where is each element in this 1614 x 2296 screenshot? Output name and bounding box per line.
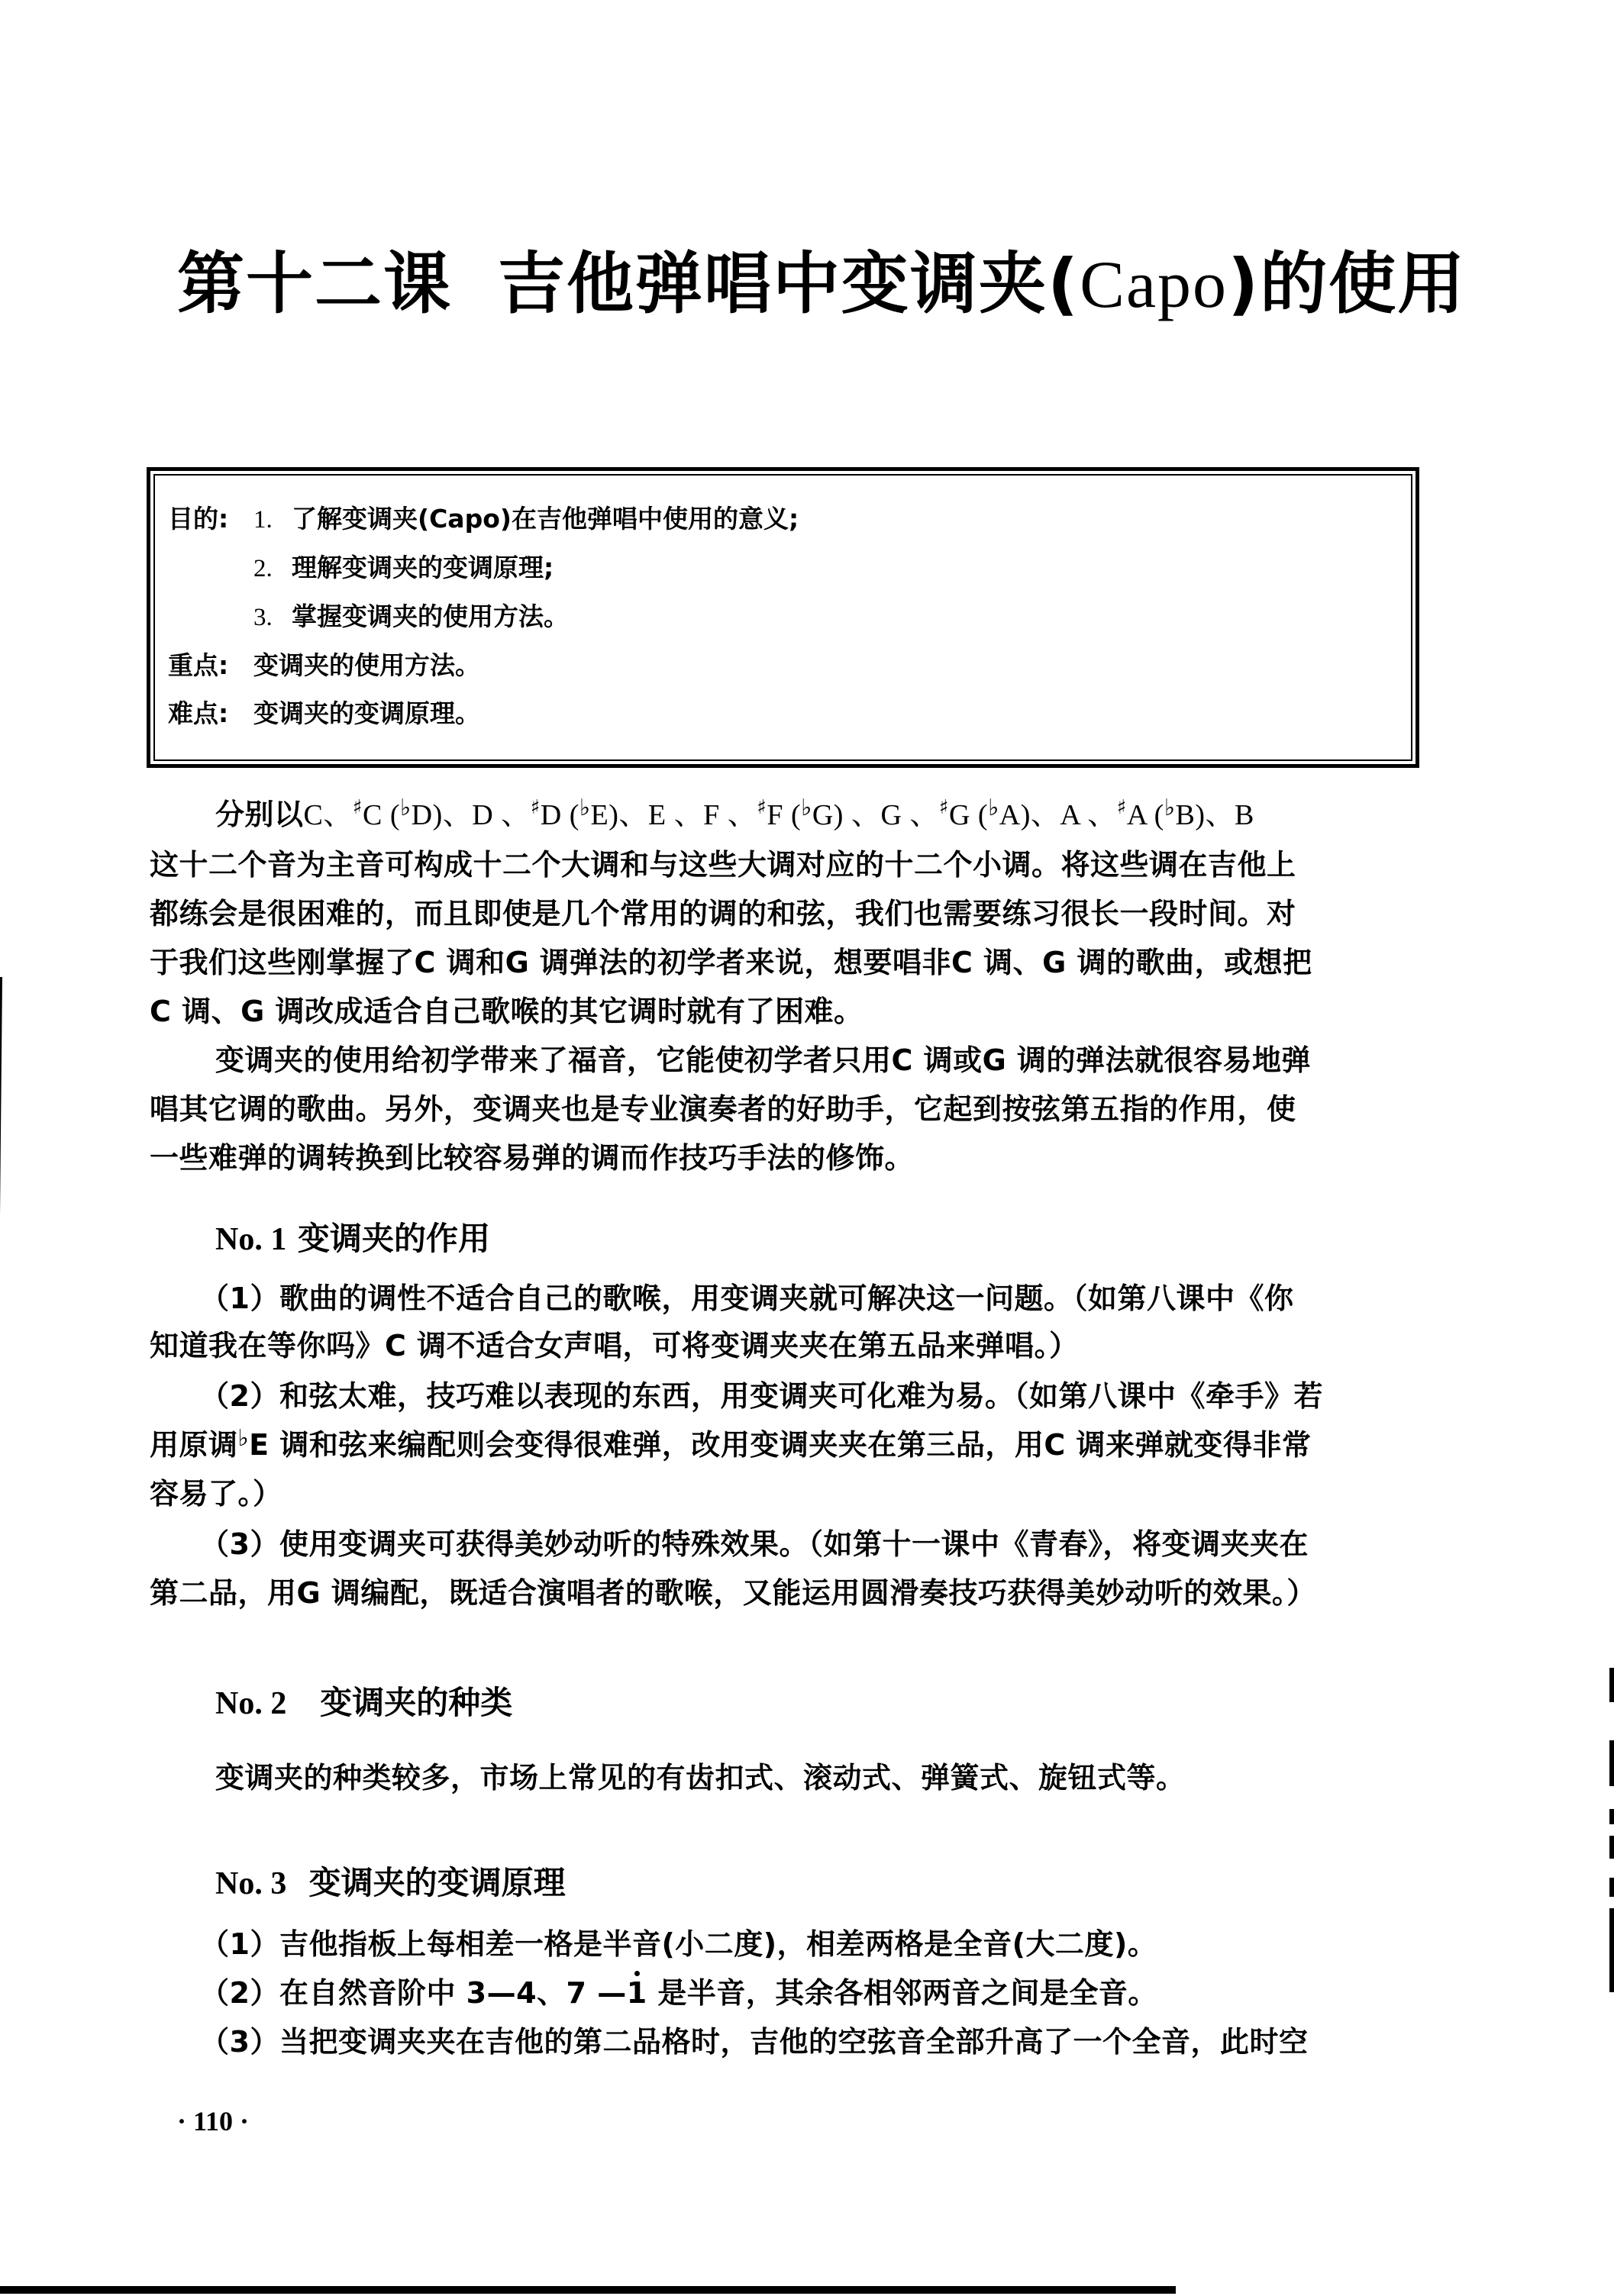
high-octave-dot: 1 — [626, 1976, 647, 2010]
section-1-item-3-line-1: （3）使用变调夹可获得美妙动听的特殊效果。（如第十一课中《青春》，将变调夹夹在 — [200, 1527, 1309, 1561]
section-2-text: 变调夹的种类较多，市场上常见的有齿扣式、滚动式、弹簧式、旋钮式等。 — [215, 1761, 1186, 1795]
section-1-item-2-line-2: 用原调♭E 调和弦来编配则会变得很难弹，改用变调夹夹在第三品，用C 调来弹就变得非常 — [150, 1425, 1312, 1462]
intro-paragraph-2-line-2: 唱其它调的歌曲。另外，变调夹也是专业演奏者的好助手，它起到按弦第五指的作用，使 — [150, 1092, 1296, 1126]
intro-paragraph-1-line-3: 都练会是很困难的，而且即使是几个常用的调的和弦，我们也需要练习很长一段时间。对 — [150, 897, 1296, 930]
intro-note-list: 分别以C、♯C (♭D)、D 、♯D (♭E)、E 、F 、♯F (♭G) 、G 、♯G (♭A)、A 、♯A (♭B)、B — [215, 795, 1254, 831]
flat-sign: ♭ — [237, 1425, 250, 1452]
lesson-number: 第十二课 — [177, 244, 453, 323]
scan-edge-right-mark-4 — [1609, 1836, 1614, 1859]
scan-edge-bottom — [0, 2286, 1176, 2294]
section-1-heading: No. 1 变调夹的作用 — [215, 1220, 490, 1257]
objective-key-point: 重点: 变调夹的使用方法。 — [168, 650, 480, 680]
section-1-item-3-line-2: 第二品，用G 调编配，既适合演唱者的歌喉，又能运用圆滑奏技巧获得美妙动听的效果。） — [150, 1576, 1316, 1610]
scan-edge-right-mark-2 — [1609, 1740, 1614, 1786]
objective-goal-2: 2. 理解变调夹的变调原理; — [253, 553, 554, 582]
section-3-item-3: （3）当把变调夹夹在吉他的第二品格时，吉他的空弦音全部升高了一个全音，此时空 — [200, 2025, 1309, 2059]
intro-paragraph-2-line-1: 变调夹的使用给初学带来了福音，它能使初学者只用C 调或G 调的弹法就很容易地弹 — [215, 1043, 1312, 1077]
intro-paragraph-1-line-2: 这十二个音为主音可构成十二个大调和与这些大调对应的十二个小调。将这些调在吉他上 — [150, 848, 1296, 882]
section-1-item-2-line-1: （2）和弦太难，技巧难以表现的东西，用变调夹可化难为易。（如第八课中《牵手》若 — [200, 1379, 1323, 1413]
section-1-item-1-line-2: 知道我在等你吗》C 调不适合女声唱，可将变调夹夹在第五品来弹唱。） — [150, 1329, 1079, 1362]
intro-paragraph-1-line-5: C 调、G 调改成适合自己歌喉的其它调时就有了困难。 — [150, 995, 863, 1028]
lesson-title — [177, 246, 1466, 324]
section-1-item-2-line-3: 容易了。） — [150, 1477, 282, 1511]
intro-paragraph-2-line-3: 一些难弹的调转换到比较容易弹的调而作技巧手法的修饰。 — [150, 1141, 915, 1175]
page-number: · 110 · — [177, 2106, 250, 2136]
scan-edge-right-mark-5 — [1609, 1878, 1614, 1897]
difficulty-label: 难点: — [168, 698, 229, 728]
intro-paragraph-1-line-4: 于我们这些刚掌握了C 调和G 调弹法的初学者来说，想要唱非C 调、G 调的歌曲，或想把 — [150, 946, 1312, 979]
section-2-heading: No. 2 变调夹的种类 — [215, 1684, 513, 1721]
objective-goal-1: 目的: 1. 了解变调夹(Capo)在吉他弹唱中使用的意义; — [168, 504, 799, 534]
scan-edge-right-mark-1 — [1609, 1668, 1614, 1702]
section-3-item-1: （1）吉他指板上每相差一格是半音(小二度)，相差两格是全音(大二度)。 — [200, 1927, 1157, 1961]
section-3-item-2: （2）在自然音阶中 3—4、7 —1 是半音，其余各相邻两音之间是全音。 — [200, 1976, 1157, 2010]
section-3-heading: No. 3 变调夹的变调原理 — [215, 1864, 566, 1901]
objective-goal-3: 3. 掌握变调夹的使用方法。 — [253, 601, 569, 631]
section-1-item-1-line-1: （1）歌曲的调性不适合自己的歌喉，用变调夹就可解决这一问题。（如第八课中《你 — [200, 1282, 1294, 1315]
scan-edge-right-mark-6 — [1609, 1908, 1614, 1992]
lesson-topic: 吉他弹唱中变调夹(Capo)的使用 — [498, 244, 1467, 323]
goal-label: 目的: — [168, 504, 229, 534]
scan-edge-right-mark-3 — [1609, 1809, 1614, 1824]
objective-difficulty: 难点: 变调夹的变调原理。 — [168, 698, 480, 728]
scan-edge-left — [0, 977, 2, 2179]
key-point-label: 重点: — [168, 650, 229, 680]
